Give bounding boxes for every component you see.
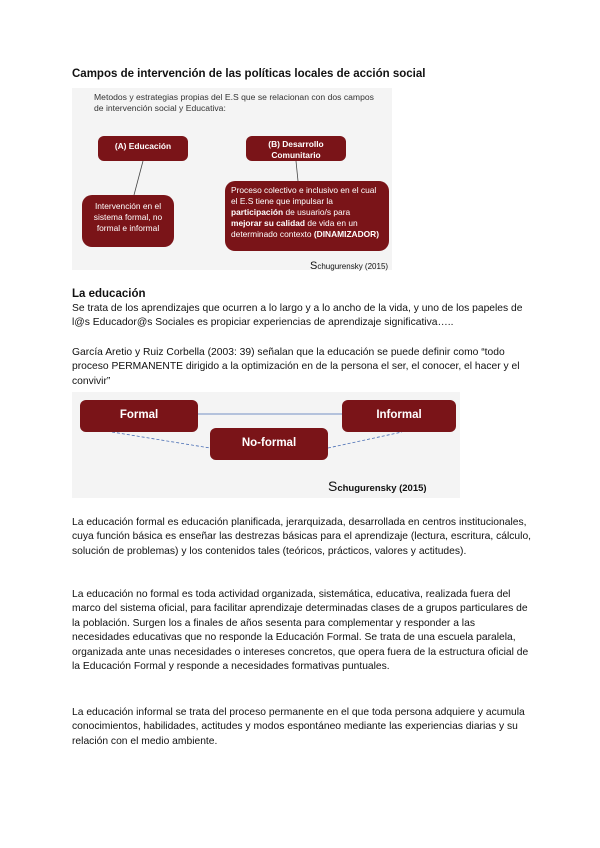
box-proceso-colectivo	[225, 181, 389, 251]
proceso-text-3: de vida en un determinado contexto	[231, 218, 358, 239]
paragraph-formal: La educación formal es educación planificada, jerarquizada, desarrollada en centros institucionales, cuya función básica es enseñar las destrezas básicas para el aprendizaje (lectura, escritura, cálculo, solución de problemas) y los contenidos tales (teóricos, prácticos, valores y actitudes).	[72, 517, 532, 557]
connector-informal-noformal	[328, 432, 402, 448]
box-formal: Formal	[80, 400, 198, 432]
paragraph-no-formal: La educación no formal es toda actividad organizada, sistemática, educativa, realizada fuera del marco del sistema oficial, para facilitar aprendizaje determinadas clases de a grupos particulares de la población. Surgen los a finales de años sesenta para complementar y responder a las necesidades educativas que no responde la Educación Formal. Se trata de una escuela paralela, organizada ante unas necesidades o intereses concretos, que opera fuera de la estructura oficial de la Educación Formal y responde a necesidades formativas puntuales.	[72, 589, 529, 673]
types-citation	[328, 478, 427, 494]
connector-educacion	[134, 161, 143, 195]
connector-formal-noformal	[112, 432, 210, 448]
citation-initial: S	[310, 260, 318, 272]
proceso-bold-participacion: participación	[231, 207, 284, 217]
section-heading: La educación	[72, 288, 146, 300]
box-educacion: (A) Educación	[98, 136, 188, 161]
box-desarrollo-comunitario: (B) Desarrollo Comunitario	[246, 136, 346, 161]
education-types-diagram	[72, 392, 460, 498]
box-intervencion: Intervención en el sistema formal, no formal e informal	[82, 195, 174, 247]
connector-desarrollo	[296, 161, 298, 181]
diagram-intro: Metodos y estrategias propias del E.S que se relacionan con dos campos de intervención social y Educativa:	[94, 92, 374, 113]
proceso-bold-mejorar: mejorar su calidad	[231, 218, 306, 228]
diagram-citation	[310, 260, 388, 272]
proceso-text-1: Proceso colectivo e inclusivo en el cual el E.S tiene que impulsar la	[231, 185, 377, 206]
paragraph-informal: La educación informal se trata del proceso permanente en el que toda persona adquiere y acumula conocimientos, habilidades, actitudes y modos espontáneo mediante las experiencias diarias y su relación con el medio ambiente.	[72, 707, 525, 747]
proceso-text-2: de usuario/s para	[283, 207, 351, 217]
citation-rest: chugurensky (2015)	[317, 262, 389, 271]
proceso-bold-dinamizador: (DINAMIZADOR)	[313, 229, 380, 239]
citation-initial: S	[328, 478, 338, 494]
box-informal: Informal	[342, 400, 456, 432]
citation-rest: chugurensky (2015)	[337, 483, 427, 494]
paragraph-2: García Aretio y Ruiz Corbella (2003: 39) señalan que la educación se puede definir como “todo proceso PERMANENTE dirigido a la optimización en de la persona el ser, el conocer, el hacer y el convivir”	[72, 347, 520, 387]
box-no-formal: No-formal	[210, 428, 328, 460]
intervention-diagram	[72, 88, 392, 270]
paragraph-1: Se trata de los aprendizajes que ocurren a lo largo y a lo ancho de la vida, y uno de los papeles de l@s Educador@s Sociales es propiciar experiencias de aprendizaje significativa…..	[72, 303, 523, 329]
document-title: Campos de intervención de las políticas locales de acción social	[72, 68, 426, 80]
